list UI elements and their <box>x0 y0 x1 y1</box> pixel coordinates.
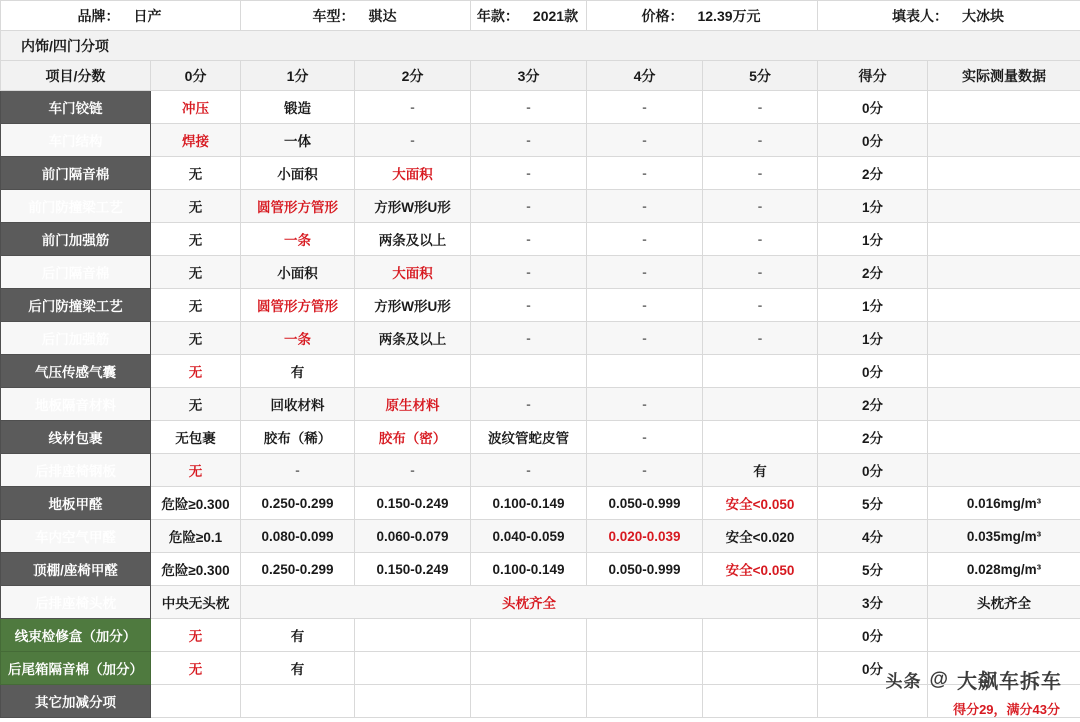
row-cell <box>703 388 818 421</box>
row-cell: - <box>703 157 818 190</box>
row-cell: - <box>355 454 471 487</box>
col-header-4: 4分 <box>587 61 703 91</box>
row-cell: 安全<0.050 <box>703 487 818 520</box>
watermark-name: 大飙车拆车 <box>957 671 1062 693</box>
row-score: 0分 <box>818 91 928 124</box>
row-score: 0分 <box>818 124 928 157</box>
watermark-at: @ <box>929 668 949 690</box>
row-measure: 0.028mg/m³ <box>928 553 1080 586</box>
table-row <box>1 421 1080 454</box>
row-cell: - <box>703 124 818 157</box>
header-cell-price <box>587 1 818 31</box>
row-cell: 0.080-0.099 <box>241 520 355 553</box>
row-cell: 方形W形U形 <box>355 190 471 223</box>
header-cell-brand <box>1 1 241 31</box>
row-label: 后尾箱隔音棉（加分） <box>1 652 151 685</box>
row-measure <box>928 355 1080 388</box>
row-cell: - <box>703 190 818 223</box>
row-cell: 0.150-0.249 <box>355 487 471 520</box>
table-row <box>1 190 1080 223</box>
row-cell: 冲压 <box>151 91 241 124</box>
row-measure: 0.016mg/m³ <box>928 487 1080 520</box>
row-cell: 安全<0.020 <box>703 520 818 553</box>
row-cell <box>471 619 587 652</box>
row-score: 4分 <box>818 520 928 553</box>
row-cell: 大面积 <box>355 157 471 190</box>
row-cell: 危险≥0.300 <box>151 487 241 520</box>
row-cell <box>703 355 818 388</box>
header-value-brand: 日产 <box>133 7 162 24</box>
row-cell: 危险≥0.1 <box>151 520 241 553</box>
row-cell: 无 <box>151 256 241 289</box>
row-measure <box>928 388 1080 421</box>
row-cell: - <box>471 91 587 124</box>
row-cell: 无 <box>151 454 241 487</box>
row-cell: - <box>355 91 471 124</box>
row-cell: 锻造 <box>241 91 355 124</box>
row-cell: 有 <box>241 652 355 685</box>
row-measure <box>928 91 1080 124</box>
row-cell: 一体 <box>241 124 355 157</box>
row-score: 1分 <box>818 322 928 355</box>
row-score: 5分 <box>818 553 928 586</box>
row-cell: 0.250-0.299 <box>241 487 355 520</box>
row-cell: - <box>471 223 587 256</box>
row-measure <box>928 322 1080 355</box>
row-cell: - <box>355 124 471 157</box>
row-cell: 0.050-0.999 <box>587 553 703 586</box>
row-cell: 大面积 <box>355 256 471 289</box>
table-row-headrest <box>1 586 1080 619</box>
row-cell: - <box>471 124 587 157</box>
col-header-score: 得分 <box>818 61 928 91</box>
header-cell-year <box>471 1 587 31</box>
row-cell: - <box>703 289 818 322</box>
table-row <box>1 322 1080 355</box>
header-cell-author <box>818 1 1080 31</box>
header-label-author: 填表人： <box>892 7 949 24</box>
row-cell: - <box>587 388 703 421</box>
row-cell: 两条及以上 <box>355 322 471 355</box>
row-cell: 安全<0.050 <box>703 553 818 586</box>
row-measure <box>928 619 1080 652</box>
row-score: 0分 <box>818 619 928 652</box>
row-cell: 波纹管蛇皮管 <box>471 421 587 454</box>
row-label: 车门结构 <box>1 124 151 157</box>
row-score: 2分 <box>818 388 928 421</box>
table-row <box>1 223 1080 256</box>
row-cell: 0.150-0.249 <box>355 553 471 586</box>
row-cell: 0.100-0.149 <box>471 487 587 520</box>
row-cell: 原生材料 <box>355 388 471 421</box>
total-score-note: 得分29，满分43分 <box>953 702 1060 717</box>
row-cell: 无 <box>151 619 241 652</box>
row-cell: 圆管形方管形 <box>241 289 355 322</box>
row-score: 0分 <box>818 355 928 388</box>
row-cell: - <box>587 454 703 487</box>
row-cell: 两条及以上 <box>355 223 471 256</box>
row-cell: 无 <box>151 190 241 223</box>
row-score: 2分 <box>818 157 928 190</box>
row-cell: - <box>587 124 703 157</box>
row-label: 线束检修盒（加分） <box>1 619 151 652</box>
row-cell: - <box>703 256 818 289</box>
row-score: 2分 <box>818 256 928 289</box>
header-label-brand: 品牌： <box>77 7 120 24</box>
row-score: 1分 <box>818 223 928 256</box>
col-header-2: 2分 <box>355 61 471 91</box>
row-label: 后门防撞梁工艺 <box>1 289 151 322</box>
row-cell: 小面积 <box>241 256 355 289</box>
row-measure <box>928 124 1080 157</box>
row-cell: - <box>587 322 703 355</box>
header-value-model: 骐达 <box>368 7 397 24</box>
col-header-3: 3分 <box>471 61 587 91</box>
row-measure <box>928 289 1080 322</box>
row-cell: - <box>471 388 587 421</box>
row-measure: 头枕齐全 <box>928 586 1080 619</box>
table-row-bonus <box>1 619 1080 652</box>
row-cell: - <box>241 454 355 487</box>
row-measure <box>928 223 1080 256</box>
header-label-price: 价格： <box>641 7 684 24</box>
row-score: 0分 <box>818 652 928 685</box>
row-cell <box>587 355 703 388</box>
row-cell <box>703 421 818 454</box>
row-cell: - <box>471 454 587 487</box>
row-measure <box>928 454 1080 487</box>
row-score: 3分 <box>818 586 928 619</box>
table-row <box>1 91 1080 124</box>
row-label: 后门加强筋 <box>1 322 151 355</box>
row-cell: 无 <box>151 223 241 256</box>
row-cell: 一条 <box>241 223 355 256</box>
row-cell: 无包裹 <box>151 421 241 454</box>
row-label: 顶棚/座椅甲醛 <box>1 553 151 586</box>
row-cell <box>355 685 471 718</box>
header-value-year: 2021款 <box>532 7 579 24</box>
header-label-year: 年款： <box>476 7 519 24</box>
row-measure <box>928 421 1080 454</box>
table-row <box>1 124 1080 157</box>
row-cell <box>587 652 703 685</box>
row-cell: - <box>587 157 703 190</box>
row-cell <box>355 619 471 652</box>
row-cell: - <box>471 256 587 289</box>
row-cell: 无 <box>151 157 241 190</box>
row-cell: 小面积 <box>241 157 355 190</box>
table-row <box>1 355 1080 388</box>
header-value-author: 大冰块 <box>962 7 1005 24</box>
row-cell: 0.050-0.999 <box>587 487 703 520</box>
row-cell <box>587 619 703 652</box>
col-header-measure: 实际测量数据 <box>928 61 1080 91</box>
row-label: 前门加强筋 <box>1 223 151 256</box>
row-cell <box>355 355 471 388</box>
header-label-model: 车型： <box>312 7 355 24</box>
watermark <box>885 665 1062 694</box>
table-row <box>1 553 1080 586</box>
col-header-5: 5分 <box>703 61 818 91</box>
row-cell: 无 <box>151 652 241 685</box>
row-cell: 焊接 <box>151 124 241 157</box>
row-cell: 有 <box>241 619 355 652</box>
row-cell <box>241 685 355 718</box>
table-row <box>1 256 1080 289</box>
row-label: 后排座椅钢板 <box>1 454 151 487</box>
row-cell <box>151 685 241 718</box>
row-cell: 方形W形U形 <box>355 289 471 322</box>
table-row <box>1 157 1080 190</box>
row-label: 其它加减分项 <box>1 685 151 718</box>
row-cell: - <box>703 223 818 256</box>
row-cell <box>703 619 818 652</box>
row-cell: 0.100-0.149 <box>471 553 587 586</box>
row-cell: - <box>587 256 703 289</box>
header-cell-model <box>241 1 471 31</box>
table-row <box>1 388 1080 421</box>
row-cell: 0.250-0.299 <box>241 553 355 586</box>
table-row <box>1 520 1080 553</box>
row-cell: - <box>471 157 587 190</box>
row-label: 车门铰链 <box>1 91 151 124</box>
table-row <box>1 454 1080 487</box>
row-cell: 有 <box>703 454 818 487</box>
row-cell: 无 <box>151 355 241 388</box>
row-cell: 回收材料 <box>241 388 355 421</box>
section-title-row <box>1 31 1080 61</box>
row-score: 1分 <box>818 190 928 223</box>
row-cell: - <box>587 421 703 454</box>
row-measure: 0.035mg/m³ <box>928 520 1080 553</box>
row-cell <box>471 355 587 388</box>
row-cell <box>703 652 818 685</box>
row-cell: - <box>587 190 703 223</box>
row-cell <box>703 685 818 718</box>
row-cell: 无 <box>151 289 241 322</box>
row-cell: - <box>471 190 587 223</box>
row-cell: - <box>471 289 587 322</box>
col-header-item: 项目/分数 <box>1 61 151 91</box>
col-header-0: 0分 <box>151 61 241 91</box>
section-title: 内饰/四门分项 <box>1 31 1080 61</box>
watermark-logo: 头条 <box>885 672 922 691</box>
row-cell: 圆管形方管形 <box>241 190 355 223</box>
column-header-row <box>1 61 1080 91</box>
header-row <box>1 1 1080 31</box>
row-cell: - <box>587 223 703 256</box>
row-cell <box>355 652 471 685</box>
row-cell: 危险≥0.300 <box>151 553 241 586</box>
header-value-price: 12.39万元 <box>697 7 761 24</box>
row-score: 0分 <box>818 454 928 487</box>
row-cell: 有 <box>241 355 355 388</box>
row-label: 地板甲醛 <box>1 487 151 520</box>
row-label: 后门隔音棉 <box>1 256 151 289</box>
row-cell: - <box>703 91 818 124</box>
row-cell: 0.060-0.079 <box>355 520 471 553</box>
row-cell: - <box>587 91 703 124</box>
row-measure <box>928 256 1080 289</box>
row-label: 前门隔音棉 <box>1 157 151 190</box>
row-cell: 中央无头枕 <box>151 586 241 619</box>
row-score: 5分 <box>818 487 928 520</box>
row-label: 线材包裹 <box>1 421 151 454</box>
row-cell: 胶布（密） <box>355 421 471 454</box>
row-cell: 胶布（稀） <box>241 421 355 454</box>
row-label: 地板隔音材料 <box>1 388 151 421</box>
row-cell: - <box>471 322 587 355</box>
row-cell: 0.020-0.039 <box>587 520 703 553</box>
row-cell <box>471 652 587 685</box>
row-cell: 无 <box>151 388 241 421</box>
row-cell: 无 <box>151 322 241 355</box>
row-label: 车内空气甲醛 <box>1 520 151 553</box>
row-measure <box>928 190 1080 223</box>
row-cell <box>471 685 587 718</box>
col-header-1: 1分 <box>241 61 355 91</box>
row-label: 气压传感气囊 <box>1 355 151 388</box>
row-cell: - <box>587 289 703 322</box>
row-cell: 一条 <box>241 322 355 355</box>
table-row <box>1 487 1080 520</box>
row-score: 2分 <box>818 421 928 454</box>
row-measure <box>928 157 1080 190</box>
row-label: 前门防撞梁工艺 <box>1 190 151 223</box>
row-score: 1分 <box>818 289 928 322</box>
row-cell: 0.040-0.059 <box>471 520 587 553</box>
row-cell: - <box>703 322 818 355</box>
row-label: 后排座椅头枕 <box>1 586 151 619</box>
table-row <box>1 289 1080 322</box>
row-cell-merged: 头枕齐全 <box>241 586 818 619</box>
row-cell <box>587 685 703 718</box>
